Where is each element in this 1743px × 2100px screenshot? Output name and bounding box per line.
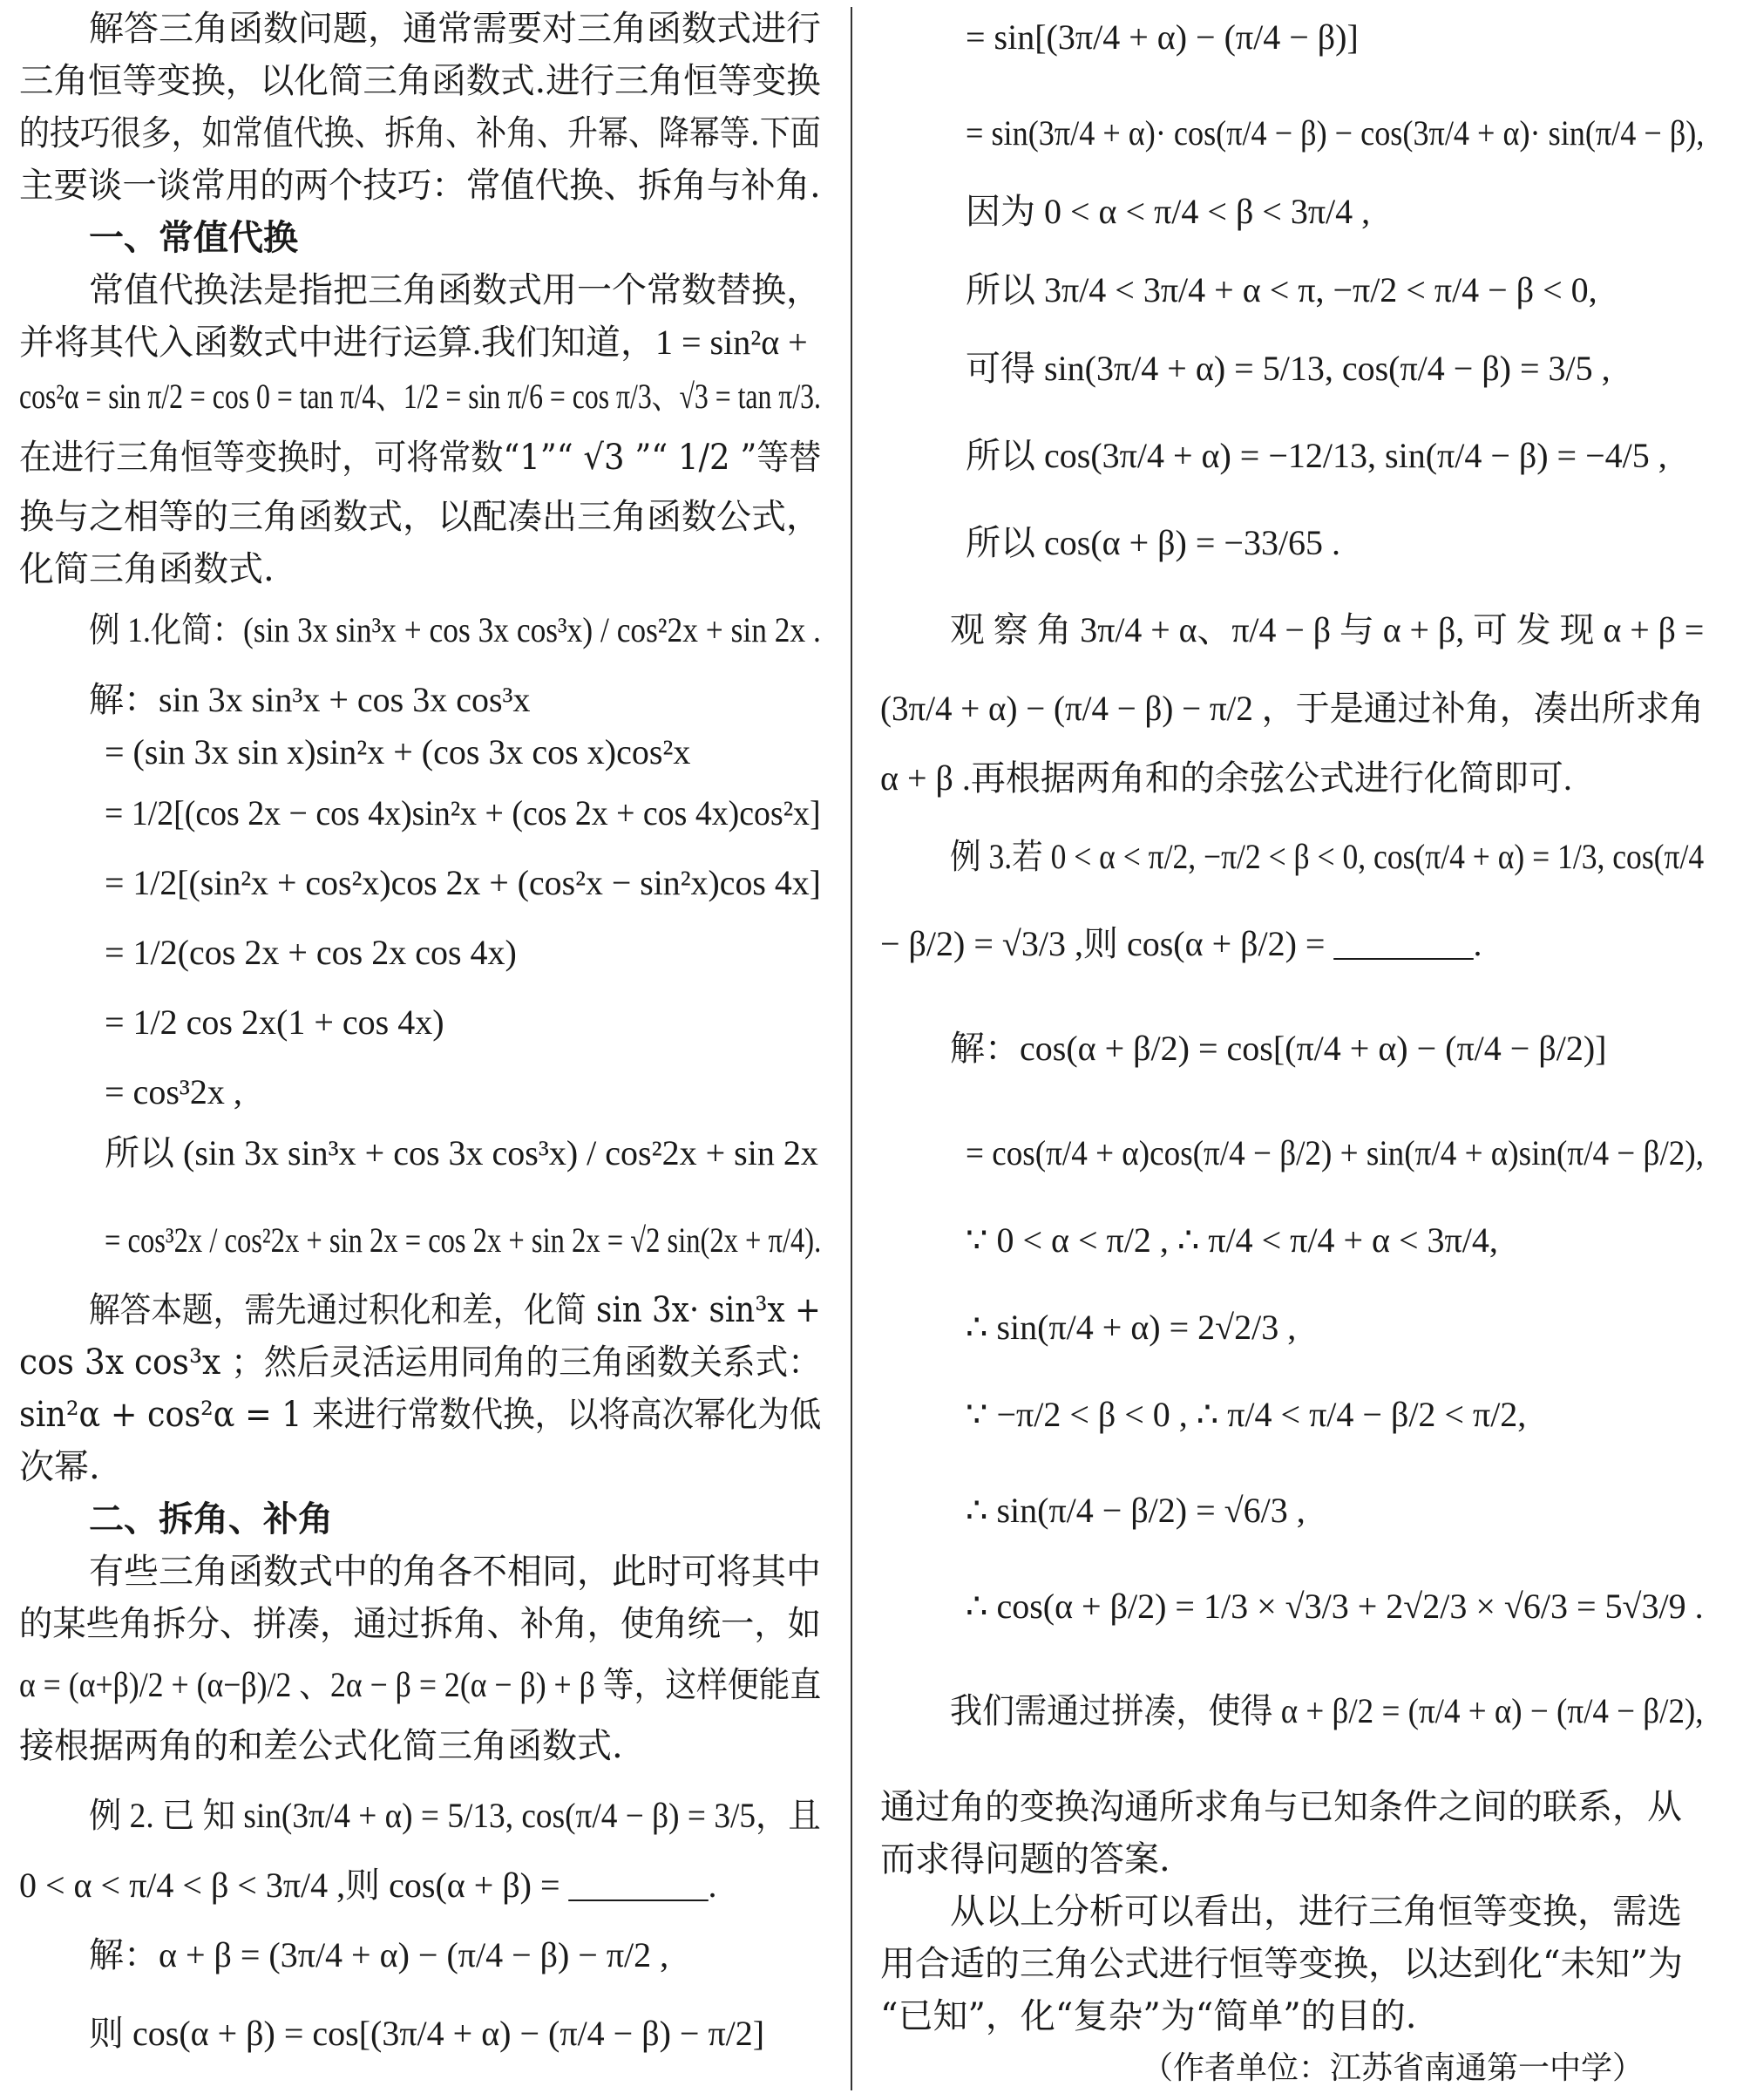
example-2-note: (3π/4 + α) − (π/4 − β) − π/2 ，于是通过补角，凑出所求角 <box>880 689 1704 728</box>
column-divider <box>851 7 852 2090</box>
example-1-question: 例 1.化简：(sin 3x sin³x + cos 3x cos³x) / cos²2x + sin 2x . <box>89 610 821 649</box>
example-2-step: 可得 sin(3π/4 + α) = 5/13, cos(π/4 − β) = 3/5 , <box>966 349 1611 388</box>
example-3-question: − β/2) = √3/3 ,则 cos(α + β/2) = ________. <box>880 924 1482 963</box>
section-2-text: α = (α+β)/2 + (α−β)/2 、2α − β = 2(α − β) + β 等，这样便能直 <box>19 1665 822 1704</box>
example-3-question: 例 3.若 0 < α < π/2, −π/2 < β < 0, cos(π/4 + α) = 1/3, cos(π/4 <box>950 837 1705 876</box>
section-2-title: 二、拆角、补角 <box>89 1499 333 1539</box>
example-2-step: = sin[(3π/4 + α) − (π/4 − β)] <box>966 17 1359 57</box>
example-1-step: = (sin 3x sin x)sin²x + (cos 3x cos x)cos²x <box>105 732 691 771</box>
example-3-step: ∵ −π/2 < β < 0 , ∴ π/4 < π/4 − β/2 < π/2, <box>966 1395 1527 1434</box>
conclusion-line: 用合适的三角公式进行恒等变换，以达到化“未知”为 <box>880 1944 1683 1984</box>
example-1-note: sin²α + cos²α = 1 来进行常数代换，以将高次幂化为低 <box>19 1395 822 1435</box>
section-1-text: 常值代换法是指把三角函数式用一个常数替换， <box>89 270 821 310</box>
example-3-note: 而求得问题的答案. <box>880 1839 1170 1879</box>
example-1-step: = 1/2[(cos 2x − cos 4x)sin²x + (cos 2x + cos 4x)cos²x] <box>105 793 821 833</box>
example-3-step: ∵ 0 < α < π/2 , ∴ π/4 < π/4 + α < 3π/4, <box>966 1220 1498 1260</box>
example-2-step: 所以 3π/4 < 3π/4 + α < π, −π/2 < π/4 − β < 0, <box>966 270 1597 309</box>
example-3-note: 我们需通过拼凑，使得 α + β/2 = (π/4 + α) − (π/4 − β/2), <box>950 1691 1704 1730</box>
example-2-step: 所以 cos(3π/4 + α) = −12/13, sin(π/4 − β) = −4/5 , <box>966 436 1667 475</box>
section-1-text: 化简三角函数式. <box>19 549 275 589</box>
example-3-step: ∴ sin(π/4 + α) = 2√2/3 , <box>966 1308 1297 1347</box>
example-1-step: = 1/2 cos 2x(1 + cos 4x) <box>105 1002 444 1042</box>
section-1-formula: cos²α = sin π/2 = cos 0 = tan π/4、1/2 = sin π/6 = cos π/3、√3 = tan π/3. <box>19 377 821 416</box>
example-1-note: 解答本题，需先通过积化和差，化简 sin 3x· sin³x + <box>89 1290 821 1330</box>
example-2-question: 0 < α < π/4 < β < 3π/4 ,则 cos(α + β) = ________. <box>19 1866 717 1905</box>
example-2-step: 因为 0 < α < π/4 < β < 3π/4 , <box>966 192 1371 231</box>
section-2-text: 的某些角拆分、拼凑，通过拆角、补角，使角统一，如 <box>19 1604 821 1644</box>
example-3-step: ∴ cos(α + β/2) = 1/3 × √3/3 + 2√2/3 × √6/3 = 5√3/9 . <box>966 1587 1704 1626</box>
intro-line: 主要谈一谈常用的两个技巧：常值代换、拆角与补角. <box>19 166 821 206</box>
example-3-note: 通过角的变换沟通所求角与已知条件之间的联系，从 <box>880 1787 1682 1827</box>
section-2-text: 有些三角函数式中的角各不相同，此时可将其中 <box>89 1552 821 1592</box>
example-2-note: 观 察 角 3π/4 + α、π/4 − β 与 α + β, 可 发 现 α + β = <box>950 610 1705 649</box>
example-1-note: cos 3x cos³x ；然后灵活运用同角的三角函数关系式： <box>19 1342 821 1383</box>
example-2-step: = sin(3π/4 + α)· cos(π/4 − β) − cos(3π/4 + α)· sin(π/4 − β), <box>966 113 1705 153</box>
example-3-step: ∴ sin(π/4 − β/2) = √6/3 , <box>966 1491 1306 1530</box>
intro-line: 解答三角函数问题，通常需要对三角函数式进行 <box>89 9 821 49</box>
example-1-solution: 解：sin 3x sin³x + cos 3x cos³x <box>89 680 531 719</box>
example-2-step: 所以 cos(α + β) = −33/65 . <box>966 523 1341 562</box>
example-1-step: = cos³2x , <box>105 1072 242 1111</box>
section-1-text: 在进行三角恒等变换时，可将常数“1”“ √3 ”“ 1/2 ”等替 <box>19 438 822 478</box>
example-1-step: = 1/2(cos 2x + cos 2x cos 4x) <box>105 933 517 972</box>
example-3-step: = cos(π/4 + α)cos(π/4 − β/2) + sin(π/4 + α)sin(π/4 − β/2), <box>966 1133 1704 1172</box>
example-3-solution: 解：cos(α + β/2) = cos[(π/4 + α) − (π/4 − β/2)] <box>950 1029 1607 1068</box>
example-1-step: 所以 (sin 3x sin³x + cos 3x cos³x) / cos²2x + sin 2x <box>105 1133 818 1172</box>
author-affiliation: （作者单位：江苏省南通第一中学） <box>1142 2050 1645 2086</box>
example-1-step: = 1/2[(sin²x + cos²x)cos 2x + (cos²x − sin²x)cos 4x] <box>105 863 821 902</box>
example-1-note: 次幂. <box>19 1447 100 1487</box>
section-1-text: 换与之相等的三角函数式，以配凑出三角函数公式， <box>19 497 821 537</box>
intro-line: 的技巧很多，如常值代换、拆角、补角、升幂、降幂等.下面 <box>19 113 821 153</box>
conclusion-line: 从以上分析可以看出，进行三角恒等变换，需选 <box>950 1892 1682 1932</box>
conclusion-line: “已知”，化“复杂”为“简单”的目的. <box>880 1996 1417 2036</box>
example-1-step: = cos³2x / cos²2x + sin 2x = cos 2x + sin 2x = √2 sin(2x + π/4). <box>105 1220 822 1260</box>
example-2-step: 则 cos(α + β) = cos[(3π/4 + α) − (π/4 − β) − π/2] <box>89 2014 765 2053</box>
section-1-title: 一、常值代换 <box>89 218 298 258</box>
section-1-text: 并将其代入函数式中进行运算.我们知道，1 = sin²α + <box>19 323 808 362</box>
example-2-solution: 解：α + β = (3π/4 + α) − (π/4 − β) − π/2 , <box>89 1935 669 1974</box>
section-2-text: 接根据两角的和差公式化简三角函数式. <box>19 1726 623 1766</box>
example-2-note: α + β .再根据两角和的余弦公式进行化简即可. <box>880 758 1572 798</box>
example-2-question: 例 2. 已 知 sin(3π/4 + α) = 5/13, cos(π/4 − β) = 3/5，且 <box>89 1796 821 1835</box>
intro-line: 三角恒等变换，以化简三角函数式.进行三角恒等变换 <box>19 61 821 101</box>
